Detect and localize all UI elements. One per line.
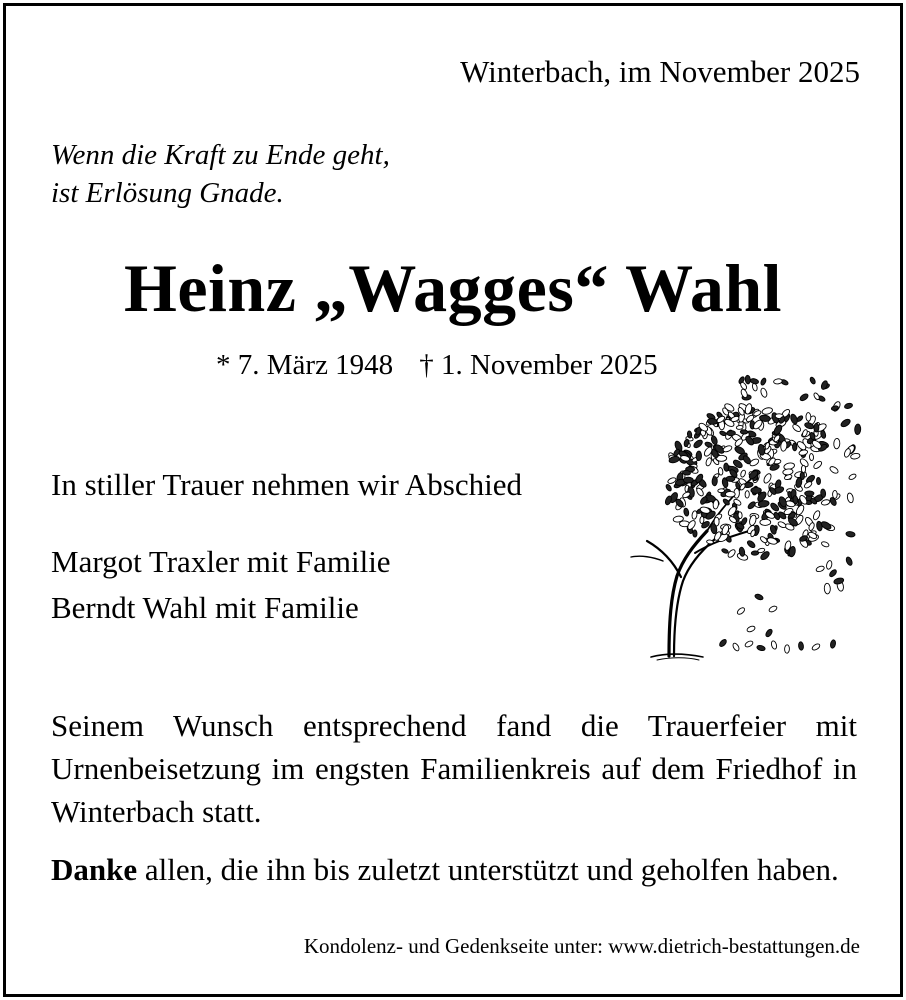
leaf — [816, 477, 820, 484]
leaf — [809, 376, 816, 384]
leaf — [665, 484, 672, 492]
leaf — [844, 402, 853, 409]
leaf — [744, 640, 754, 648]
leaf — [699, 496, 708, 506]
leaf — [765, 628, 774, 638]
motto-line: Wenn die Kraft zu Ende geht, — [51, 139, 390, 171]
deceased-name: Heinz „Wagges“ Wahl — [123, 250, 783, 326]
leaf — [723, 463, 728, 472]
leaf — [761, 407, 773, 416]
leaf — [727, 548, 737, 558]
leaf — [705, 457, 712, 467]
family-member: Berndt Wahl mit Familie — [51, 590, 359, 625]
leaf — [756, 645, 765, 652]
condolence-footer: Kondolenz- und Gedenkseite unter: www.dietrich-bestattungen.de — [303, 934, 860, 958]
leaf — [824, 583, 831, 594]
ceremony-paragraph: Seinem Wunsch entsprechend fand die Trauerfeier mit Urnenbeisetzung im engsten Familienkreis auf dem Friedhof in Winterbach statt. — [51, 708, 857, 829]
leaf — [745, 491, 749, 499]
leaf — [821, 499, 831, 506]
leaf — [846, 531, 856, 538]
leaf — [746, 539, 756, 548]
leaf — [722, 498, 730, 506]
leaf-cluster — [664, 375, 861, 653]
leaf — [691, 510, 697, 519]
leaf — [803, 480, 813, 489]
leaf — [664, 495, 672, 506]
leaf — [830, 639, 836, 648]
leaf — [768, 605, 778, 613]
leaf — [760, 377, 767, 385]
leaf — [798, 642, 804, 651]
leaf — [713, 500, 719, 510]
thanks-bold: Danke — [51, 852, 138, 887]
leaf — [848, 473, 857, 481]
leaf — [821, 541, 830, 548]
leaf — [820, 489, 826, 498]
leaf — [736, 606, 746, 615]
leaf — [782, 468, 793, 475]
leaf — [706, 540, 713, 545]
leaf — [760, 519, 771, 525]
leaf — [793, 495, 799, 504]
leaf — [846, 492, 854, 503]
leaf — [799, 393, 809, 402]
leaf — [725, 491, 735, 497]
leaf — [800, 472, 805, 480]
motto — [51, 136, 390, 212]
leaf — [826, 560, 833, 570]
leaf — [815, 565, 825, 572]
leaf — [840, 418, 852, 429]
leaf — [700, 516, 704, 523]
leaf — [683, 508, 689, 517]
mourning-line: In stiller Trauer nehmen wir Abschied — [51, 467, 522, 502]
leaf — [736, 425, 743, 430]
leaf — [834, 438, 841, 449]
leaf — [820, 380, 828, 390]
leaf — [773, 378, 782, 384]
leaf — [696, 451, 702, 461]
leaf — [750, 378, 759, 385]
leaf — [828, 569, 837, 578]
leaf — [739, 483, 746, 491]
leaf — [719, 430, 727, 436]
leaf — [806, 413, 811, 422]
leaf — [718, 638, 727, 647]
leaf — [738, 512, 743, 519]
leaf — [829, 465, 839, 474]
life-dates — [216, 349, 658, 382]
place-date: Winterbach, im November 2025 — [460, 54, 860, 89]
leaf — [751, 551, 759, 556]
leaf — [814, 423, 819, 432]
leaf — [789, 413, 798, 425]
leaf — [727, 430, 736, 435]
death-date: † 1. November 2025 — [419, 349, 658, 381]
leaf — [747, 501, 757, 510]
windblown-tree-icon — [611, 371, 871, 666]
leaf — [784, 645, 789, 654]
leaf — [683, 477, 693, 483]
leaf — [760, 387, 768, 398]
leaf — [811, 643, 821, 652]
leaf — [791, 423, 801, 433]
leaf — [813, 460, 823, 470]
leaf — [805, 491, 814, 496]
leaf — [707, 418, 718, 425]
thanks-text: allen, die ihn bis zuletzt unterstützt und geholfen haben. — [137, 852, 839, 887]
leaf — [812, 510, 821, 521]
leaf — [771, 640, 778, 649]
leaf — [718, 489, 725, 493]
leaf — [854, 424, 861, 435]
leaf — [801, 465, 805, 472]
obituary-notice — [3, 3, 903, 997]
thanks-paragraph — [51, 848, 857, 891]
leaf — [732, 642, 740, 652]
leaf — [746, 625, 756, 633]
leaf — [813, 392, 820, 401]
leaf — [712, 476, 718, 485]
leaf — [721, 548, 729, 554]
leaf — [845, 556, 853, 566]
birth-date: * 7. März 1948 — [216, 349, 394, 381]
leaf — [751, 487, 761, 493]
motto-line: ist Erlösung Gnade. — [51, 177, 284, 209]
leaf — [792, 443, 797, 451]
leaf — [693, 530, 697, 537]
leaf — [809, 453, 814, 460]
leaf — [777, 521, 787, 529]
leaf — [754, 593, 764, 601]
family-member: Margot Traxler mit Familie — [51, 544, 391, 579]
leaf — [833, 490, 838, 498]
leaf — [693, 439, 704, 450]
leaf — [740, 469, 747, 477]
leaf — [759, 536, 768, 544]
leaf — [745, 375, 751, 384]
leaf — [682, 470, 691, 476]
leaf — [740, 430, 748, 435]
